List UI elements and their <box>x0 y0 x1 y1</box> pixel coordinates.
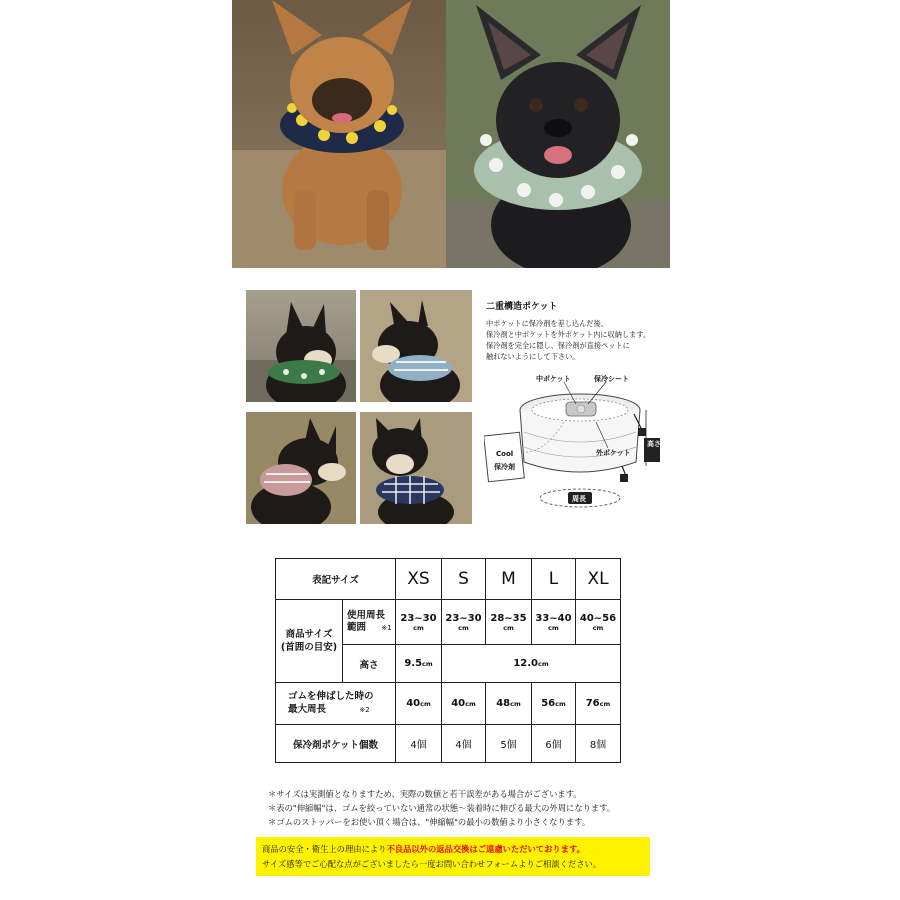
photo-shiba-pink-stripe-collar <box>246 412 356 524</box>
circ-range-cell <box>396 600 442 645</box>
unit: cm <box>592 623 604 632</box>
unit: cm <box>420 700 431 708</box>
unit: cm <box>465 700 476 708</box>
circ-range-cell <box>532 600 576 645</box>
photo-shiba-green-collar <box>246 290 356 402</box>
circ-range-cell <box>442 600 486 645</box>
pocket-line: 保冷剤と中ポケットを外ポケット内に収納します。 <box>486 330 651 339</box>
max-value: 56 <box>541 698 556 709</box>
inner-pocket-label: 中ポケット <box>536 375 571 383</box>
circ-range-cell <box>486 600 532 645</box>
max-circumference-header <box>276 683 396 725</box>
pocket-count-cell: 8個 <box>576 725 621 763</box>
cool-pack-label: 保冷剤 <box>494 463 515 471</box>
max-circ-cell <box>576 683 621 725</box>
size-xs: XS <box>396 559 442 600</box>
unit: cm <box>422 660 433 668</box>
circumference-label: 周長 <box>572 495 586 503</box>
notice-line-1 <box>262 843 585 855</box>
max-value: 76 <box>585 698 600 709</box>
notice-line1-emphasis: 不良品以外の返品交換はご遠慮いただいております。 <box>386 844 585 854</box>
max-note-ref: ※2 <box>359 706 370 714</box>
cooling-sheet-label: 保冷シート <box>594 375 629 383</box>
size-m: M <box>486 559 532 600</box>
size-table <box>275 558 621 763</box>
return-policy-notice <box>256 837 650 876</box>
pocket-line: 中ポケットに保冷剤を差し込んだ後、 <box>486 319 608 328</box>
circ-label-line2: 範囲 <box>347 622 367 633</box>
size-s: S <box>442 559 486 600</box>
pocket-count-cell: 4個 <box>442 725 486 763</box>
cool-brand-label: Cool <box>496 450 514 458</box>
unit: cm <box>510 700 521 708</box>
height-xs-cell <box>396 645 442 683</box>
max-circ-cell <box>396 683 442 725</box>
unit: cm <box>555 700 566 708</box>
circumference-range-header <box>343 600 396 645</box>
product-size-sub: (首囲の目安) <box>280 642 338 653</box>
photo-shiba-check-collar <box>360 412 472 524</box>
circ-label-line1: 使用周長 <box>347 610 386 621</box>
pocket-count-cell: 5個 <box>486 725 532 763</box>
size-xl: XL <box>576 559 621 600</box>
height-xs-value: 9.5 <box>404 658 423 669</box>
photo-french-bulldog-lemon <box>232 0 446 268</box>
unit: cm <box>599 700 611 708</box>
height-rest-cell <box>442 645 621 683</box>
max-circ-cell <box>486 683 532 725</box>
max-circ-cell <box>442 683 486 725</box>
pocket-line: 保冷剤を完全に隠し、保冷剤が直接ペットに <box>486 341 630 350</box>
unit: cm <box>458 623 469 632</box>
height-rest-value: 12.0 <box>513 658 539 669</box>
note-line: ＊表の"伸縮幅"は、ゴムを絞っていない通常の状態～装着時に伸びる最大の外周になります。 <box>268 803 616 813</box>
pocket-title: 二重構造ポケット <box>486 302 558 312</box>
note-line: ＊サイズは実測値となりますため、実際の数値と若干誤差がある場合がございます。 <box>268 789 582 799</box>
max-value: 40 <box>451 698 466 709</box>
unit: cm <box>538 660 549 668</box>
height-label: 高さ <box>647 440 661 448</box>
unit: cm <box>413 623 424 632</box>
circ-note-ref: ※1 <box>381 624 392 632</box>
notice-line1-a: 商品の安全・衛生上の理由により <box>262 844 387 854</box>
photo-shiba-stripe-collar <box>360 290 472 402</box>
circ-value: 23~30 <box>400 612 437 624</box>
product-size-label: 商品サイズ <box>285 629 333 640</box>
circ-value: 28~35 <box>490 612 527 624</box>
unit: cm <box>548 623 559 632</box>
height-header: 高さ <box>343 645 396 683</box>
max-value: 40 <box>406 698 421 709</box>
unit: cm <box>503 623 514 632</box>
max-label-line1: ゴムを伸ばした時の <box>288 691 374 702</box>
pocket-count-header: 保冷剤ポケット個数 <box>276 725 396 763</box>
pocket-description <box>486 318 650 362</box>
notice-line-2: サイズ感等でご心配な点がございましたら一度お問い合わせフォームよりご相談ください。 <box>262 859 602 869</box>
product-size-header <box>276 600 343 683</box>
size-l: L <box>532 559 576 600</box>
pocket-structure-diagram <box>484 362 664 514</box>
note-line: ＊ゴムのストッパーをお使い頂く場合は、"伸縮幅"の最小の数値より小さくなります。 <box>268 817 591 827</box>
circ-value: 40~56 <box>579 612 617 624</box>
max-value: 48 <box>496 698 511 709</box>
pocket-line: 触れないようにして下さい。 <box>486 352 580 361</box>
max-label-line2: 最大周長 <box>288 704 327 715</box>
label-header: 表記サイズ <box>276 559 396 600</box>
pocket-count-cell: 6個 <box>532 725 576 763</box>
circ-value: 23~30 <box>445 612 482 624</box>
circ-value: 33~40 <box>535 612 572 624</box>
circ-range-cell <box>576 600 621 645</box>
photo-french-bulldog-dots <box>446 0 670 268</box>
max-circ-cell <box>532 683 576 725</box>
outer-pocket-label: 外ポケット <box>596 449 631 457</box>
pocket-count-cell: 4個 <box>396 725 442 763</box>
